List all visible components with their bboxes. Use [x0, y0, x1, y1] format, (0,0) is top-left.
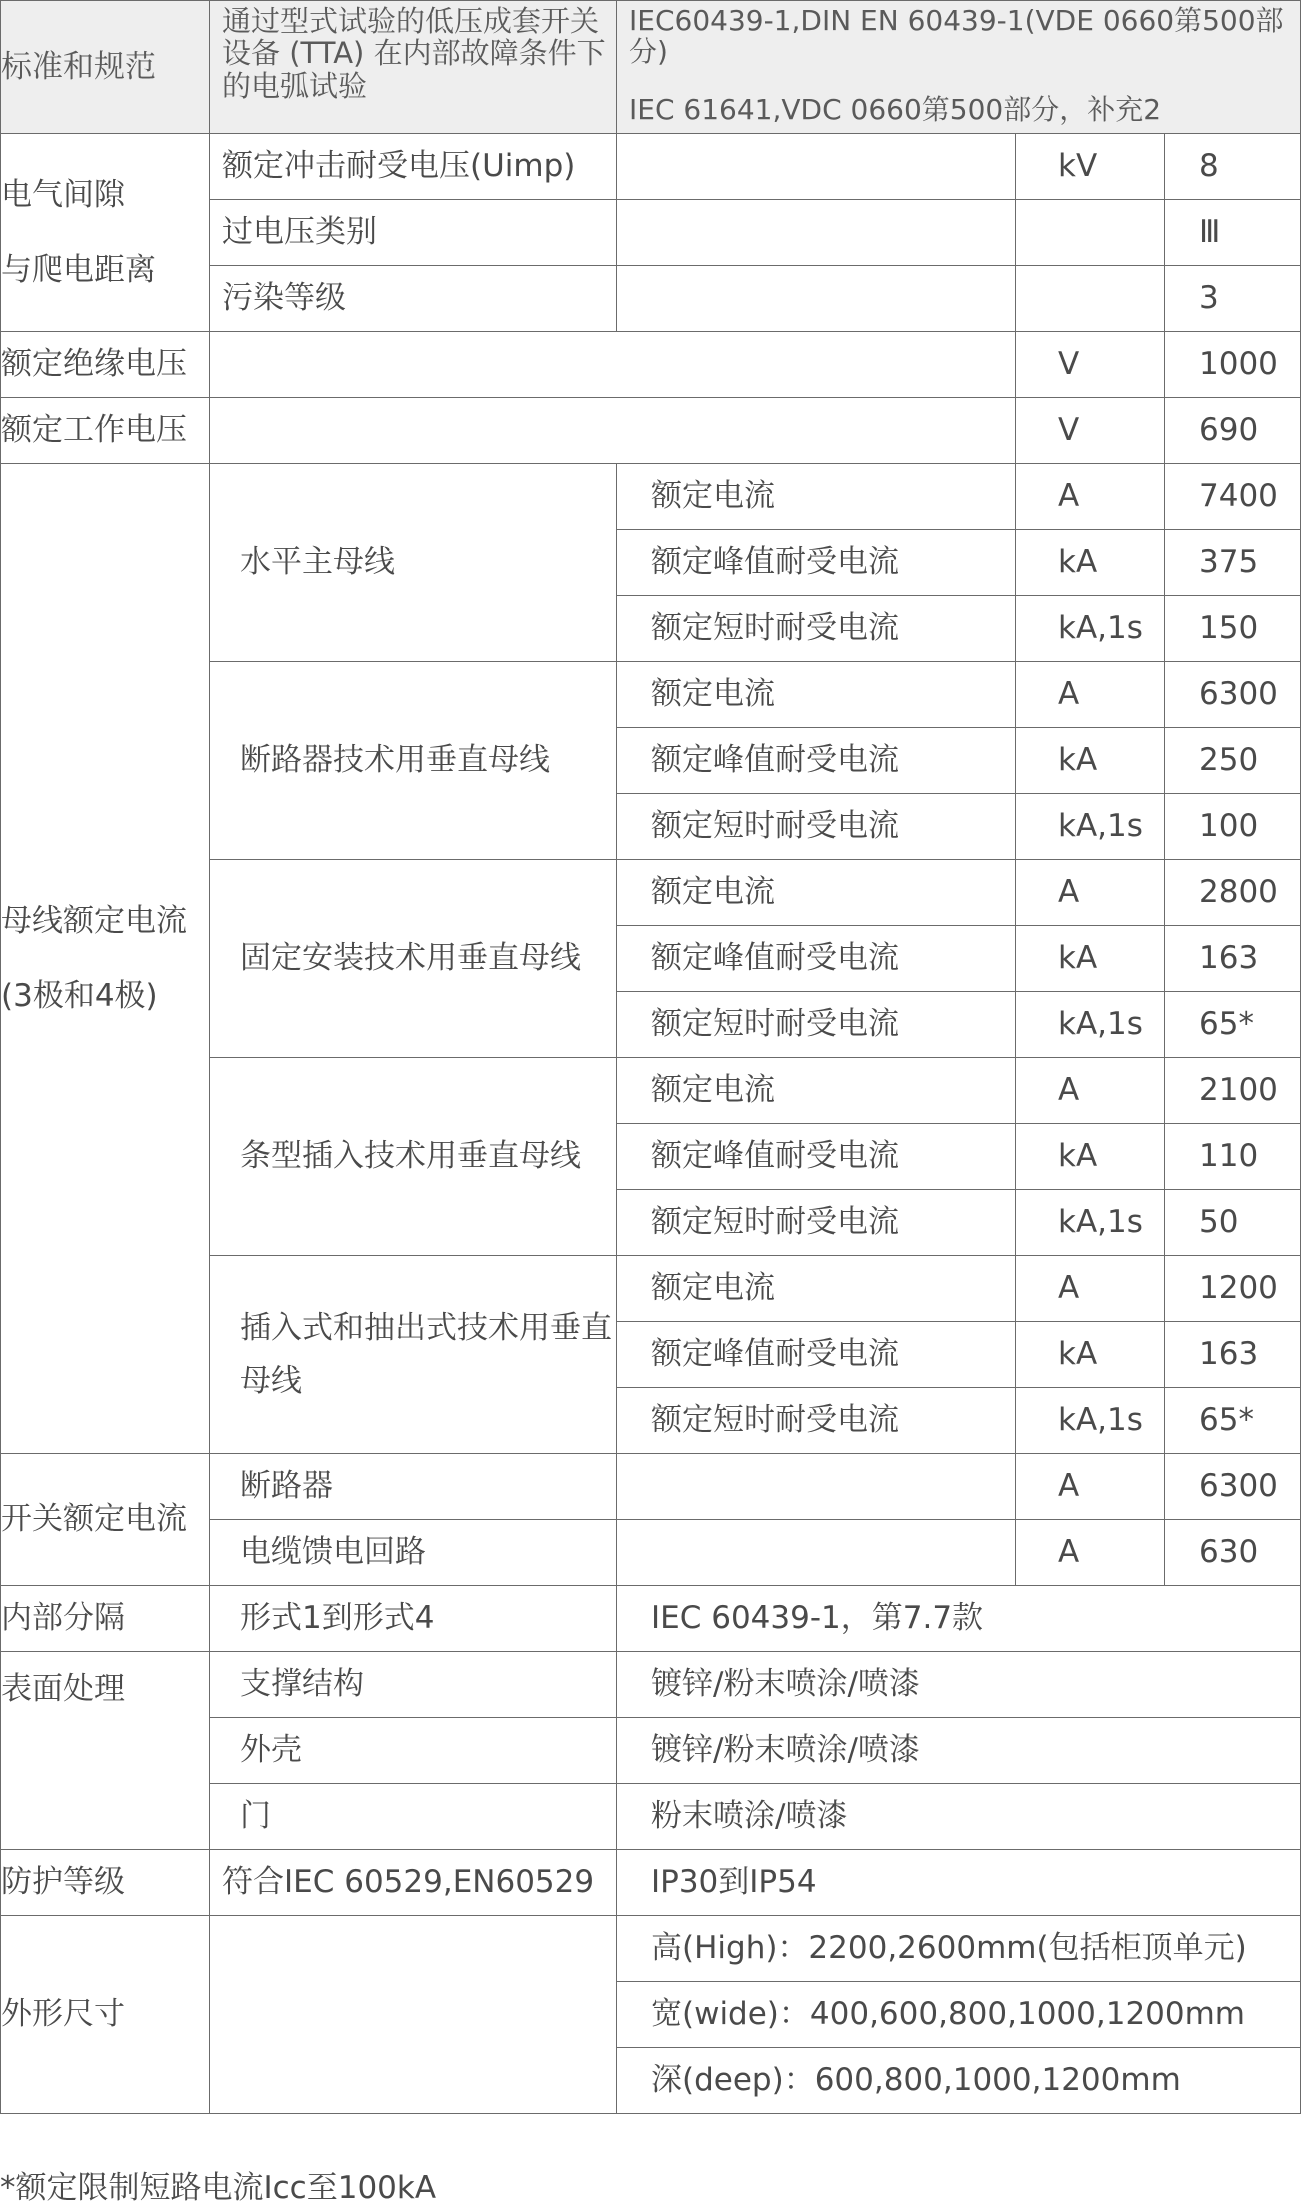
param-cell: 额定短时耐受电流 — [617, 1190, 1016, 1256]
param-cell: 额定短时耐受电流 — [617, 992, 1016, 1058]
table-row — [1, 1586, 1301, 1652]
unit-cell — [1016, 200, 1165, 266]
value-cell: 630 — [1165, 1520, 1301, 1586]
unit-cell: A — [1016, 1256, 1165, 1322]
dimension-value: 高(High)：2200,2600mm(包括柜顶单元) — [617, 1916, 1301, 1982]
empty-cell — [617, 1520, 1016, 1586]
unit-cell: kA — [1016, 530, 1165, 596]
value-cell: 163 — [1165, 926, 1301, 992]
param-cell: 额定短时耐受电流 — [617, 1388, 1016, 1454]
unit-cell: A — [1016, 464, 1165, 530]
param-cell: 额定电流 — [617, 662, 1016, 728]
unit-cell: V — [1016, 332, 1165, 398]
surface-part: 支撑结构 — [210, 1652, 617, 1718]
table-row — [1, 1916, 1301, 1982]
header-description: 通过型式试验的低压成套开关设备 (TTA) 在内部故障条件下的电弧试验 — [210, 1, 617, 134]
empty-cell — [617, 200, 1016, 266]
row-name: 电缆馈电回路 — [210, 1520, 617, 1586]
surface-part: 外壳 — [210, 1718, 617, 1784]
unit-cell: kV — [1016, 134, 1165, 200]
busbar-label-line: 母线额定电流 — [1, 903, 187, 940]
protection-value: IP30到IP54 — [617, 1850, 1301, 1916]
param-cell: 额定电流 — [617, 1058, 1016, 1124]
insulation-voltage-label: 额定绝缘电压 — [1, 332, 210, 398]
unit-cell: A — [1016, 860, 1165, 926]
busbar-label — [1, 464, 210, 1454]
busbar-group-name: 插入式和抽出式技术用垂直母线 — [210, 1256, 617, 1454]
surface-finish: 镀锌/粉末喷涂/喷漆 — [617, 1652, 1301, 1718]
table-row — [1, 1454, 1301, 1520]
standard-line: IEC 61641,VDC 0660第500部分，补充2 — [629, 92, 1162, 126]
param-cell: 额定电流 — [617, 860, 1016, 926]
table-row — [1, 398, 1301, 464]
surface-label: 表面处理 — [1, 1652, 210, 1850]
row-name: 污染等级 — [210, 266, 617, 332]
unit-cell: kA — [1016, 1124, 1165, 1190]
value-cell: 100 — [1165, 794, 1301, 860]
standard-line: IEC60439-1,DIN EN 60439-1(VDE 0660第500部分) — [629, 4, 1284, 69]
param-cell: 额定电流 — [617, 464, 1016, 530]
empty-cell — [617, 134, 1016, 200]
busbar-label-line: (3极和4极) — [1, 977, 158, 1014]
unit-cell: A — [1016, 1058, 1165, 1124]
unit-cell — [1016, 266, 1165, 332]
row-name: 过电压类别 — [210, 200, 617, 266]
switch-current-label: 开关额定电流 — [1, 1454, 210, 1586]
value-cell: 375 — [1165, 530, 1301, 596]
empty-cell — [617, 398, 1016, 464]
header-label: 标准和规范 — [1, 1, 210, 134]
unit-cell: kA,1s — [1016, 596, 1165, 662]
busbar-group-name: 条型插入技术用垂直母线 — [210, 1058, 617, 1256]
param-cell: 额定峰值耐受电流 — [617, 926, 1016, 992]
footnote: *额定限制短路电流Icc至100kA — [0, 2170, 437, 2206]
param-cell: 额定峰值耐受电流 — [617, 530, 1016, 596]
busbar-group-name: 断路器技术用垂直母线 — [210, 662, 617, 860]
protection-standard: 符合IEC 60529,EN60529 — [210, 1850, 617, 1916]
unit-cell: A — [1016, 1520, 1165, 1586]
busbar-group-name: 水平主母线 — [210, 464, 617, 662]
table-row — [1, 134, 1301, 200]
empty-cell — [210, 1916, 617, 2114]
param-cell: 额定峰值耐受电流 — [617, 1322, 1016, 1388]
param-cell: 额定短时耐受电流 — [617, 794, 1016, 860]
value-cell: 2100 — [1165, 1058, 1301, 1124]
value-cell: 1000 — [1165, 332, 1301, 398]
value-cell: 690 — [1165, 398, 1301, 464]
value-cell: 6300 — [1165, 1454, 1301, 1520]
clearance-label-line: 电气间隙 — [1, 177, 125, 214]
clearance-label-line: 与爬电距离 — [1, 251, 156, 288]
dimensions-label: 外形尺寸 — [1, 1916, 210, 2114]
dimension-value: 宽(wide)：400,600,800,1000,1200mm — [617, 1982, 1301, 2048]
empty-cell — [617, 266, 1016, 332]
header-row — [1, 1, 1301, 134]
param-cell: 额定峰值耐受电流 — [617, 728, 1016, 794]
value-cell: 150 — [1165, 596, 1301, 662]
separation-standard: IEC 60439-1，第7.7款 — [617, 1586, 1301, 1652]
value-cell: 7400 — [1165, 464, 1301, 530]
value-cell: 1200 — [1165, 1256, 1301, 1322]
busbar-group-name: 固定安装技术用垂直母线 — [210, 860, 617, 1058]
separation-label: 内部分隔 — [1, 1586, 210, 1652]
unit-cell: V — [1016, 398, 1165, 464]
param-cell: 额定短时耐受电流 — [617, 596, 1016, 662]
empty-cell — [210, 398, 617, 464]
table-row — [1, 1652, 1301, 1718]
operating-voltage-label: 额定工作电压 — [1, 398, 210, 464]
table-row — [1, 332, 1301, 398]
unit-cell: kA — [1016, 728, 1165, 794]
protection-label: 防护等级 — [1, 1850, 210, 1916]
table-row — [1, 1850, 1301, 1916]
value-cell: 3 — [1165, 266, 1301, 332]
value-cell: 50 — [1165, 1190, 1301, 1256]
unit-cell: A — [1016, 1454, 1165, 1520]
value-cell: 65* — [1165, 992, 1301, 1058]
surface-finish: 镀锌/粉末喷涂/喷漆 — [617, 1718, 1301, 1784]
value-cell: 250 — [1165, 728, 1301, 794]
dimension-value: 深(deep)：600,800,1000,1200mm — [617, 2048, 1301, 2114]
empty-cell — [617, 332, 1016, 398]
unit-cell: kA,1s — [1016, 1388, 1165, 1454]
value-cell: 6300 — [1165, 662, 1301, 728]
table-row — [1, 464, 1301, 530]
surface-finish: 粉末喷涂/喷漆 — [617, 1784, 1301, 1850]
value-cell: 110 — [1165, 1124, 1301, 1190]
row-name: 断路器 — [210, 1454, 617, 1520]
unit-cell: kA — [1016, 1322, 1165, 1388]
separation-form: 形式1到形式4 — [210, 1586, 617, 1652]
unit-cell: kA,1s — [1016, 1190, 1165, 1256]
empty-cell — [617, 1454, 1016, 1520]
param-cell: 额定电流 — [617, 1256, 1016, 1322]
unit-cell: kA,1s — [1016, 794, 1165, 860]
unit-cell: A — [1016, 662, 1165, 728]
param-cell: 额定峰值耐受电流 — [617, 1124, 1016, 1190]
unit-cell: kA — [1016, 926, 1165, 992]
clearance-label — [1, 134, 210, 332]
unit-cell: kA,1s — [1016, 992, 1165, 1058]
value-cell: 163 — [1165, 1322, 1301, 1388]
value-cell: 2800 — [1165, 860, 1301, 926]
surface-part: 门 — [210, 1784, 617, 1850]
row-name: 额定冲击耐受电压(Uimp) — [210, 134, 617, 200]
value-cell: Ⅲ — [1165, 200, 1301, 266]
empty-cell — [210, 332, 617, 398]
header-standards — [617, 1, 1301, 134]
value-cell: 65* — [1165, 1388, 1301, 1454]
value-cell: 8 — [1165, 134, 1301, 200]
